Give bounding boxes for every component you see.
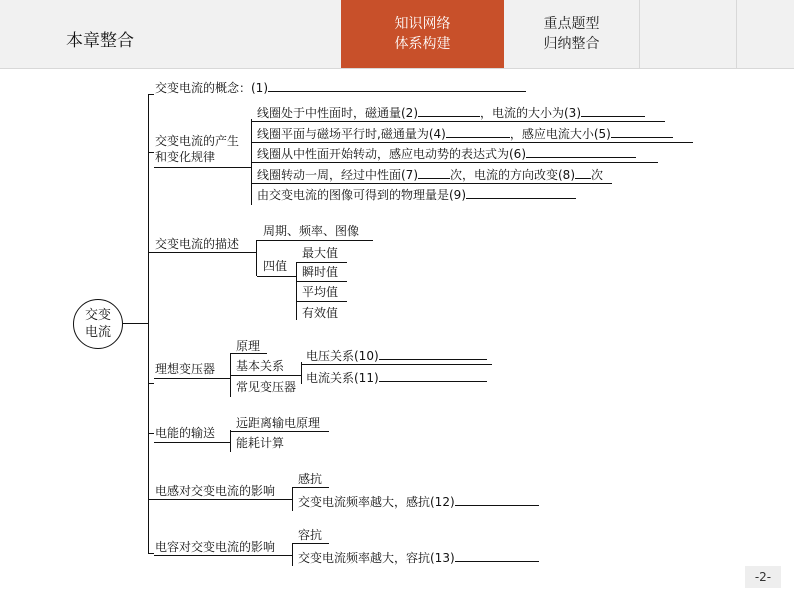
concept-node: [155, 80, 526, 95]
tab-label-line2: 体系构建: [394, 36, 451, 52]
value-item: 最大值: [302, 246, 339, 260]
tab-label-line1: 知识网络: [394, 16, 451, 32]
root-node: [73, 299, 123, 349]
produce-item: 线圈平面与磁场平行时,磁通量为(4) ，感应电流大小(5): [257, 126, 673, 141]
answer-blank: [455, 494, 539, 506]
transmission-underline: [154, 442, 230, 443]
value-item: 有效值: [302, 306, 339, 320]
transformer-item: 原理: [236, 339, 261, 353]
describe-label: 交变电流的描述: [155, 237, 240, 251]
describe-bracket: [256, 240, 257, 276]
inductor-underline: [154, 499, 292, 500]
describe-four-values: 四值: [263, 259, 288, 273]
item-separator: [252, 183, 612, 184]
root-label-line2: 电流: [84, 325, 111, 340]
header-bar: [0, 0, 794, 69]
item-separator: [231, 431, 329, 432]
transformer-item: 基本关系: [236, 359, 285, 373]
item-separator: [257, 240, 373, 241]
tab-knowledge-network[interactable]: [341, 0, 504, 68]
capacitor-underline: [154, 555, 292, 556]
answer-blank: [268, 80, 526, 92]
branch-connector: [148, 383, 154, 384]
item-separator: [252, 121, 665, 122]
transformer-item: 常见变压器: [236, 380, 297, 394]
answer-blank: [455, 550, 539, 562]
capacitor-item: 交变电流频率越大，容抗(13): [298, 550, 539, 565]
inductor-item: 感抗: [298, 472, 323, 486]
produce-item: 线圈处于中性面时，磁通量(2) ，电流的大小为(3): [257, 105, 645, 120]
answer-blank: [526, 146, 636, 158]
produce-item: 线圈从中性面开始转动，感应电动势的表达式为(6): [257, 146, 636, 161]
root-connector: [123, 323, 148, 324]
describe-period: 周期、频率、图像: [263, 224, 360, 238]
answer-blank: [379, 348, 487, 360]
root-label-line1: 交变: [84, 308, 111, 323]
page-number: -2-: [745, 566, 781, 588]
answer-blank: [418, 167, 450, 179]
capacitor-item: 容抗: [298, 528, 323, 542]
answer-blank: [575, 167, 591, 179]
tab-key-questions[interactable]: [504, 0, 640, 68]
transmission-label: 电能的输送: [155, 426, 216, 440]
item-separator: [231, 375, 301, 376]
four-underline: [257, 276, 296, 277]
transmission-item: 远距离输电原理: [236, 416, 321, 430]
transmission-bracket: [230, 430, 231, 452]
value-item: 瞬时值: [302, 265, 339, 279]
item-separator: [297, 281, 347, 282]
transformer-underline: [154, 378, 230, 379]
item-separator: [302, 364, 492, 365]
produce-label: [155, 133, 239, 165]
relation-bracket: [301, 362, 302, 384]
transmission-item: 能耗计算: [236, 436, 285, 450]
transformer-label: 理想变压器: [155, 362, 216, 376]
item-separator: [293, 487, 329, 488]
answer-blank: [466, 187, 576, 199]
answer-blank: [446, 126, 510, 138]
item-separator: [231, 353, 267, 354]
chapter-title: 本章整合: [66, 31, 134, 51]
produce-label-line2: 和变化规律: [155, 150, 216, 164]
value-item: 平均值: [302, 285, 339, 299]
produce-label-line1: 交变电流的产生: [155, 134, 240, 148]
main-spine: [148, 94, 149, 553]
produce-item: 由交变电流的图像可得到的物理量是(9): [257, 187, 576, 202]
tab-label-line1: 重点题型: [543, 16, 600, 32]
answer-blank: [581, 105, 645, 117]
capacitor-bracket: [292, 543, 293, 566]
header-blank-cell: [640, 0, 737, 68]
item-separator: [297, 301, 347, 302]
produce-item: 线圈转动一周，经过中性面(7) 次，电流的方向改变(8) 次: [257, 168, 604, 182]
answer-blank: [611, 126, 673, 138]
inductor-item: 交变电流频率越大，感抗(12): [298, 494, 539, 509]
concept-label: 交变电流的概念：(1): [155, 81, 268, 95]
item-separator: [297, 262, 347, 263]
branch-connector: [148, 553, 154, 554]
branch-connector: [148, 433, 154, 434]
item-separator: [252, 162, 658, 163]
inductor-bracket: [292, 487, 293, 511]
four-bracket: [296, 262, 297, 320]
describe-underline: [154, 252, 256, 253]
answer-blank: [418, 105, 480, 117]
produce-underline: [154, 167, 251, 168]
capacitor-label: 电容对交变电流的影响: [155, 540, 276, 554]
branch-connector: [148, 152, 154, 153]
item-separator: [252, 142, 693, 143]
item-separator: [293, 543, 329, 544]
inductor-label: 电感对交变电流的影响: [155, 484, 276, 498]
answer-blank: [379, 370, 487, 382]
relation-item: 电压关系(10): [306, 348, 487, 363]
branch-connector: [148, 94, 154, 95]
tab-label-line2: 归纳整合: [543, 36, 600, 52]
relation-item: 电流关系(11): [306, 370, 487, 385]
